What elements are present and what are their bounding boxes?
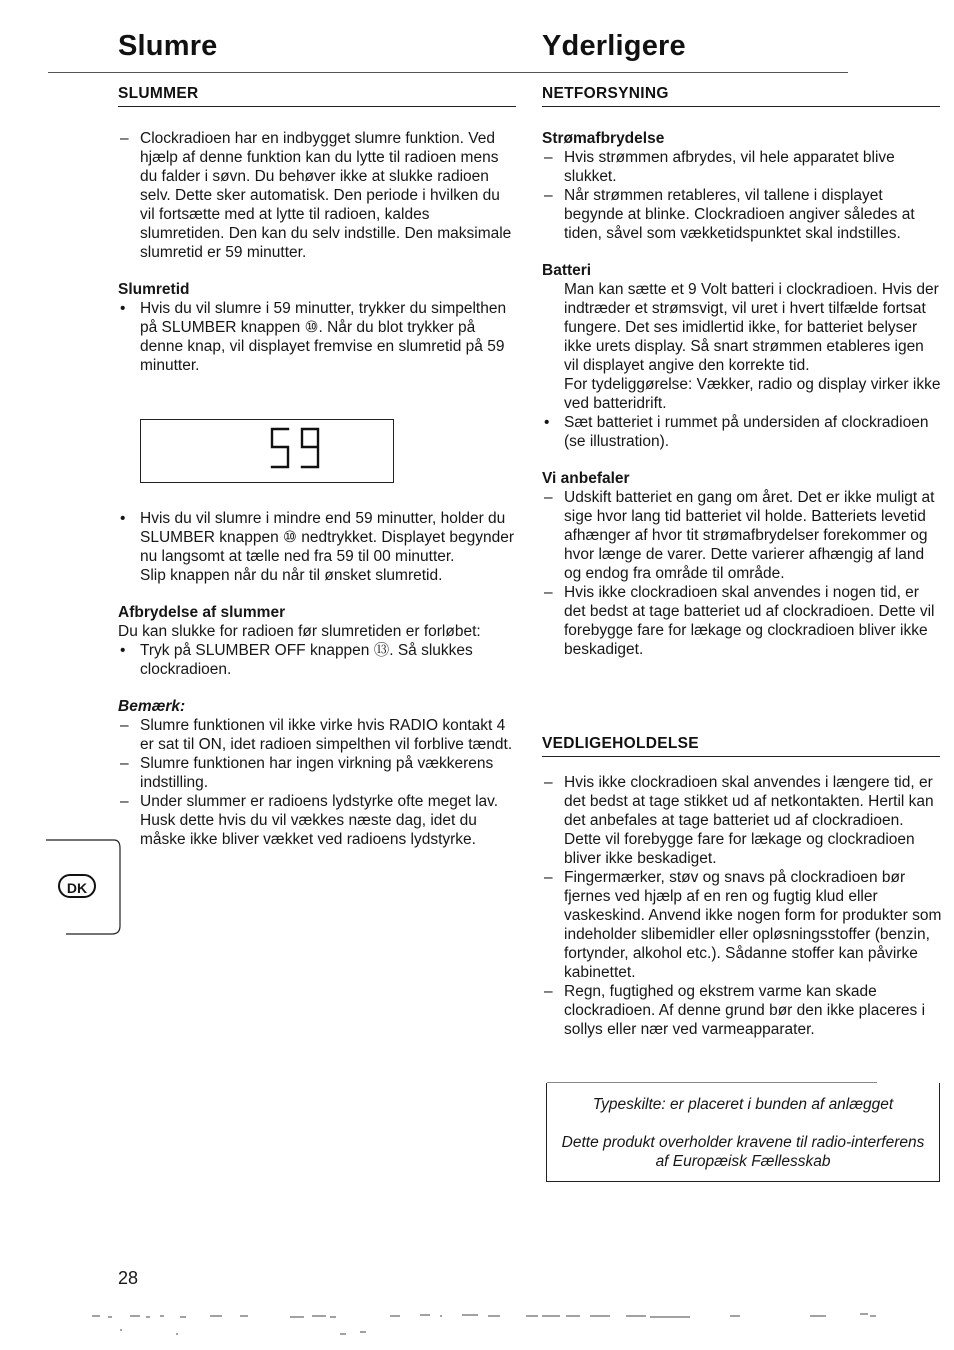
slummer-intro-block	[118, 129, 518, 375]
country-badge: DK	[58, 874, 96, 898]
afbrydelse-title: Afbrydelse af slummer	[118, 604, 286, 621]
note-box-line-2: Dette produkt overholder kravene til radio-interferens af Europæisk Fællesskab	[561, 1134, 925, 1170]
slummer-heading: SLUMMER	[118, 85, 199, 102]
lcd-digits	[141, 420, 393, 482]
afbrydelse-text: Du kan slukke for radioen før slumretiden er forløbet:	[118, 623, 481, 640]
slumber-off-bullet: • Tryk på SLUMBER OFF knappen ⑬. Så slukkes clockradioen.	[120, 642, 473, 678]
right-page-title: Yderligere	[542, 30, 686, 62]
note-box-line-1: Typeskilte: er placeret i bunden af anlægget	[592, 1096, 894, 1113]
scan-noise	[90, 1308, 890, 1338]
type-plate-note-box	[546, 1083, 940, 1182]
bemaerk-note-2: – Slumre funktionen har ingen virkning på vækkerens indstilling.	[120, 755, 494, 791]
lcd-digit-9	[302, 429, 318, 467]
slummer-lower-block	[118, 509, 518, 849]
slumber-hold-bullet: • Hvis du vil slumre i mindre end 59 minutter, holder du SLUMBER knappen ⑩ nedtrykket. Displayet begynder nu langsomt at tælle ned fra 59 til 00 minutter. Slip knappen når du når til ønsket slumretid.	[120, 510, 515, 584]
lcd-display-illustration	[140, 419, 394, 483]
vedligehold-item-1: – Hvis ikke clockradioen skal anvendes i længere tid, er det bedst at tage stikket ud af netkontakten. Hertil kan det anbefales at tage batteriet ud af clockradioen. Dette vil forebygge fare for lækage og clockradioen bliver ikke beskadiget.	[544, 774, 934, 867]
bemaerk-title: Bemærk:	[118, 698, 186, 715]
batteri-bullet: • Sæt batteriet i rummet på undersiden af clockradioen (se illustration).	[544, 414, 929, 450]
netforsyning-heading: NETFORSYNING	[542, 85, 669, 102]
page-number: 28	[118, 1268, 139, 1288]
batteri-text: Man kan sætte et 9 Volt batteri i clockradioen. Hvis der indtræder et strømsvigt, vil uret i hvert tilfælde fortsat fungere. Det ses imidlertid ikke, for batteriet belyser ikke urets display. Så snart strømmen etableres igen vil displayet angive den korrekte tid. For tydeliggørelse: Vækker, radio og display virker ikke ved batteridrift.	[564, 281, 941, 412]
strom-item-1: – Hvis strømmen afbrydes, vil hele apparatet blive slukket.	[544, 149, 895, 185]
stromafbrydelse-title: Strømafbrydelse	[542, 130, 665, 147]
strom-item-2: – Når strømmen retableres, vil tallene i displayet begynde at blinke. Clockradioen angiver således at tiden, såvel som vækketidspunktet skal indstilles.	[544, 187, 915, 242]
bemaerk-note-3: – Under slummer er radioens lydstyrke ofte meget lav. Husk dette hvis du vil vækkes næste dag, idet du måske ikke bliver vækket ved radioens lydstyrke.	[120, 793, 499, 848]
slummer-intro: – Clockradioen har en indbygget slumre funktion. Ved hjælp af denne funktion kan du lytte til radioen mens du falder i søvn. Du behøver ikke at slukke radioen selv. Dette sker automatisk. Den periode i hvilken du vil fortsætte med at lytte til radioen, kaldes slumretiden. Den kan du selv indstille. Den maksimale slumretid er 59 minutter.	[120, 130, 512, 261]
slumretid-bullet: • Hvis du vil slumre i 59 minutter, trykker du simpelthen på SLUMBER knappen ⑩. Når du blot trykker på denne knap, vil displayet fremvise en slumretid på 59 minutter.	[120, 300, 507, 374]
netforsyning-heading-rule	[542, 106, 940, 107]
bemaerk-note-1: – Slumre funktionen vil ikke virke hvis RADIO kontakt 4 er sat til ON, idet radioen simpelthen vil forblive tændt.	[120, 717, 513, 753]
vedligeholdelse-heading-rule	[542, 756, 940, 757]
netforsyning-block	[542, 129, 942, 659]
slumretid-title: Slumretid	[118, 281, 190, 298]
vedligehold-item-2: – Fingermærker, støv og snavs på clockradioen bør fjernes ved hjælp af en ren og fugtig klud eller vaskeskind. Anvend ikke nogen form for produkter som indeholder slibemidler eller opløsningsstoffer (benzin, fortynder, alkohol etc.). Sådanne stoffer kan påvirke kabinettet.	[544, 869, 942, 981]
vedligehold-item-3: – Regn, fugtighed og ekstrem varme kan skade clockradioen. Af denne grund bør den ikke placeres i sollys eller nær ved varmeapparater.	[544, 983, 926, 1038]
anbefaler-item-2: – Hvis ikke clockradioen skal anvendes i nogen tid, er det bedst at tage batteriet ud af clockradioen. Dette vil forebygge fare for lækage og clockradioen bliver ikke beskadiget.	[544, 584, 935, 658]
batteri-title: Batteri	[542, 262, 592, 279]
vedligeholdelse-block	[542, 773, 942, 1039]
vedligeholdelse-heading: VEDLIGEHOLDELSE	[542, 735, 699, 752]
lcd-digit-5	[272, 429, 288, 467]
left-page-title: Slumre	[118, 30, 218, 62]
vi-anbefaler-title: Vi anbefaler	[542, 470, 630, 487]
title-rule	[48, 72, 848, 73]
slummer-heading-rule	[118, 106, 516, 107]
anbefaler-item-1: – Udskift batteriet en gang om året. Det er ikke muligt at sige hvor lang tid batteriet vil holde. Batteriets levetid afhænger af hvor tit strømafbrydelser forekommer og hvor længe de varer. Dette varierer afhængig af land og endog fra område til område.	[544, 489, 935, 582]
